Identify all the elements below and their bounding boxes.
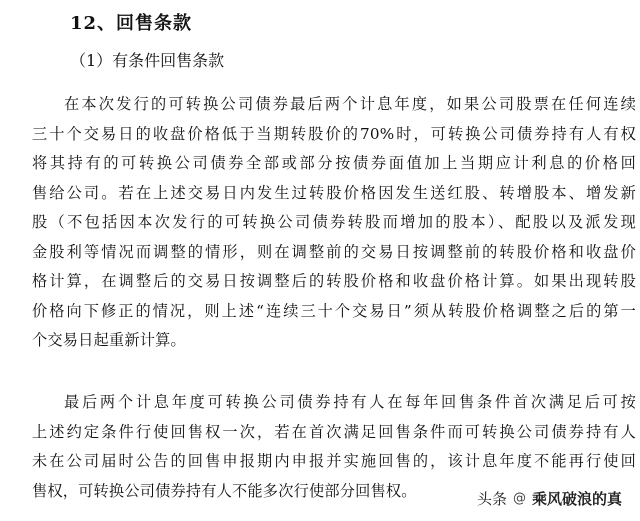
watermark	[471, 486, 628, 511]
paragraph-line: 三十个交易日的收盘价格低于当期转股价的70%时，可转换公司债券持有人有权	[32, 124, 636, 143]
paragraph-line: 在本次发行的可转换公司债券最后两个计息年度，如果公司股票在任何连续	[64, 95, 636, 113]
paragraph-line: 个交易日起重新计算。	[32, 331, 186, 349]
paragraph-line: 价格向下修正的情况，则上述“连续三十个交易日”须从转股价格调整之后的第一	[32, 301, 636, 320]
watermark-author: 乘风破浪的真	[531, 490, 622, 508]
paragraph-conditional-put	[32, 90, 636, 356]
section-title: 12、回售条款	[70, 13, 193, 34]
paragraph-line: 售权，可转换公司债券持有人不能多次行使部分回售权。	[32, 481, 417, 500]
paragraph-line: 未在公司届时公告的回售申报期内申报并实施回售的，该计息年度不能再行使回	[32, 452, 636, 470]
watermark-at: @	[512, 491, 526, 506]
paragraph-line: 股（不包括因本次发行的可转换公司债券转股而增加的股本）、配股以及派发现	[32, 213, 636, 231]
paragraph-line: 格计算，在调整后的交易日按调整后的转股价格和收盘价格计算。如果出现转股	[32, 272, 636, 290]
watermark-source: 头条	[476, 490, 507, 508]
paragraph-line: 售给公司。若在上述交易日内发生过转股价格因发生送红股、转增股本、增发新	[32, 183, 636, 202]
paragraph-line: 将其持有的可转换公司债券全部或部分按债券面值加上当期应计利息的价格回	[32, 154, 636, 172]
paragraph-line: 最后两个计息年度可转换公司债券持有人在每年回售条件首次满足后可按	[64, 393, 636, 411]
paragraph-line: 上述约定条件行使回售权一次，若在首次满足回售条件而可转换公司债券持有人	[32, 422, 636, 441]
subsection-title: （1）有条件回售条款	[70, 51, 225, 70]
paragraph-line: 金股利等情况而调整的情形，则在调整前的交易日按调整前的转股价格和收盘价	[32, 242, 636, 261]
